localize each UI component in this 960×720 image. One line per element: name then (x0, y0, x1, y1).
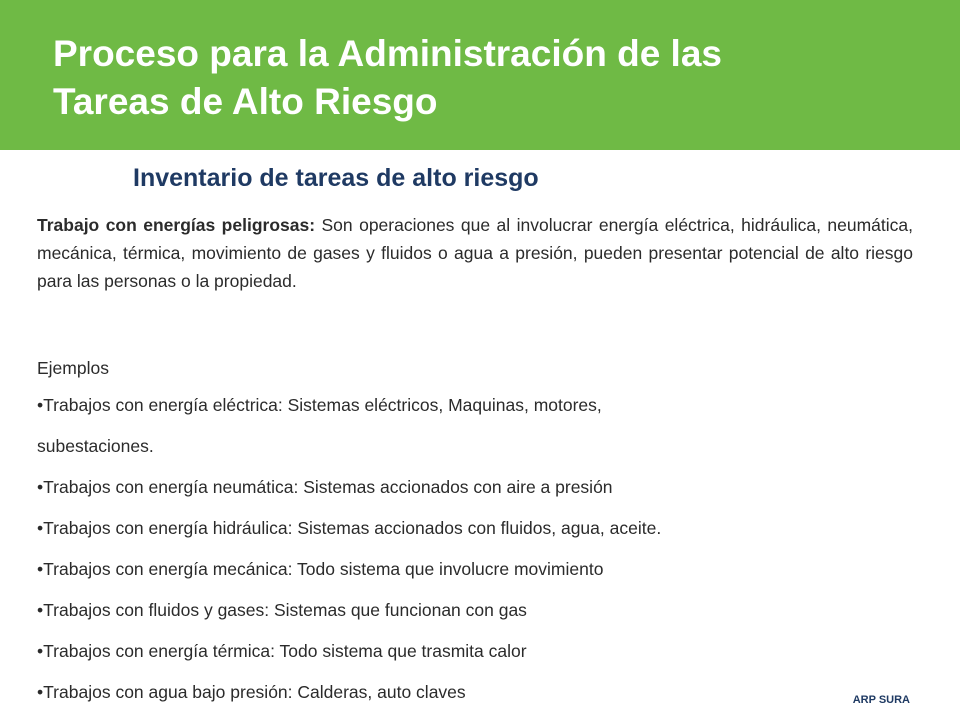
example-item-hidraulica (37, 514, 897, 542)
bullet-icon: • (37, 477, 44, 497)
bullet-icon: • (37, 518, 44, 538)
example-item-termica (37, 637, 897, 665)
footer-brand-logo: ARP SURA (852, 694, 910, 706)
example-item-agua-presion (37, 678, 897, 706)
examples-label: Ejemplos (37, 358, 109, 378)
bullet-icon: • (37, 641, 44, 661)
definition-text: Son operaciones que al involucrar energía eléctrica, hidráulica, neumática, mecánica, térmica, movimiento de gases y fluidos o agua a presión, pueden presentar potencial de alto riesgo para las personas o la propiedad. (37, 215, 913, 291)
section-heading: Inventario de tareas de alto riesgo (133, 164, 539, 192)
bullet-icon: • (37, 395, 44, 415)
example-item-text: Trabajos con energía térmica: Todo sistema que trasmita calor (43, 641, 527, 661)
bullet-icon: • (37, 682, 44, 702)
example-item-fluidos-gases (37, 596, 897, 624)
definition-paragraph (37, 211, 913, 295)
slide-title-line-1: Proceso para la Administración de las (53, 33, 722, 74)
example-item-continuation: subestaciones. (37, 436, 154, 456)
slide-title (53, 30, 933, 126)
example-item-neumatica (37, 473, 897, 501)
example-item-mecanica (37, 555, 897, 583)
example-item-text: Trabajos con agua bajo presión: Calderas, auto claves (43, 682, 466, 702)
example-item-text: Trabajos con energía mecánica: Todo sistema que involucre movimiento (43, 559, 604, 579)
example-item-text: Trabajos con energía neumática: Sistemas accionados con aire a presión (43, 477, 613, 497)
example-item-text: Trabajos con energía eléctrica: Sistemas eléctricos, Maquinas, motores, (43, 395, 602, 415)
title-banner (0, 0, 960, 150)
example-item-text: Trabajos con fluidos y gases: Sistemas que funcionan con gas (43, 600, 527, 620)
bullet-icon: • (37, 559, 44, 579)
bullet-icon: • (37, 600, 44, 620)
example-item-electrica (37, 391, 897, 460)
slide-title-line-2: Tareas de Alto Riesgo (53, 81, 438, 122)
examples-list (37, 391, 897, 719)
example-item-text: Trabajos con energía hidráulica: Sistemas accionados con fluidos, agua, aceite. (43, 518, 662, 538)
definition-term: Trabajo con energías peligrosas: (37, 215, 316, 235)
